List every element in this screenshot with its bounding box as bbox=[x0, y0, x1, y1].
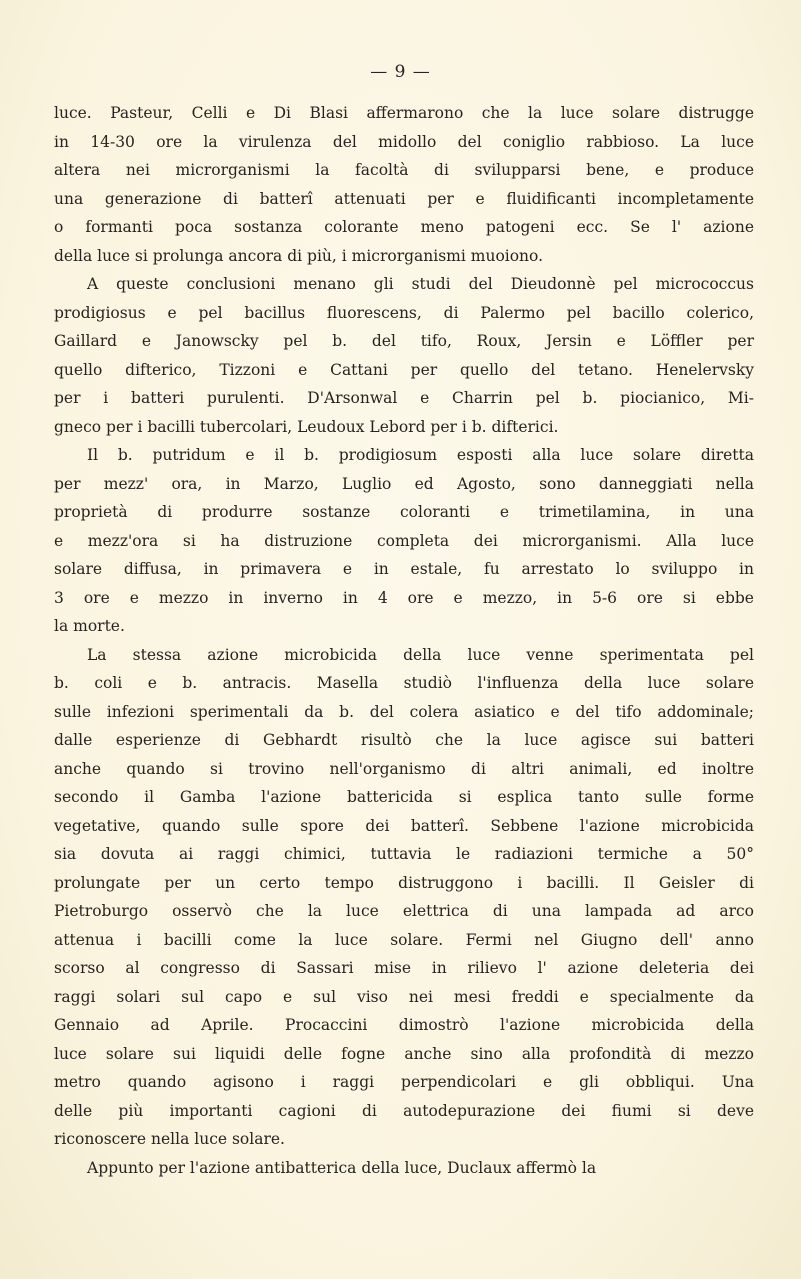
text-line: b. coli e b. antracis. Masella studiò l'influenza della luce solare bbox=[54, 674, 754, 692]
text-line: Pietroburgo osservò che la luce elettrica di una lampada ad arco bbox=[54, 902, 754, 920]
text-line: La stessa azione microbicida della luce venne sperimentata pel bbox=[87, 645, 754, 664]
text-line: attenua i bacilli come la luce solare. Fermi nel Giugno dell' anno bbox=[54, 930, 754, 949]
text-line: o formanti poca sostanza colorante meno patogeni ecc. Se l' azione bbox=[54, 218, 754, 236]
text-line: Il b. putridum e il b. prodigiosum esposti alla luce solare diretta bbox=[87, 446, 754, 464]
text-line: in 14-30 ore la virulenza del midollo del coniglio rabbioso. La luce bbox=[54, 132, 754, 151]
page-number: — 9 — bbox=[370, 62, 431, 82]
paragraph bbox=[54, 1154, 754, 1183]
text-line: dalle esperienze di Gebhardt risultò che la luce agisce sui batteri bbox=[54, 731, 754, 749]
text-line: raggi solari sul capo e sul viso nei mesi freddi e specialmente da bbox=[54, 987, 754, 1006]
text-line: luce solare sui liquidi delle fogne anche sino alla profondità di mezzo bbox=[54, 1044, 754, 1063]
text-line: anche quando si trovino nell'organismo di altri animali, ed inoltre bbox=[54, 759, 754, 778]
text-line: una generazione di batterî attenuati per e fluidificanti incompletamente bbox=[54, 189, 754, 208]
text-line: Appunto per l'azione antibatterica della luce, Duclaux affermò la bbox=[87, 1158, 597, 1177]
text-line: per i batteri purulenti. D'Arsonwal e Charrin pel b. piocianico, Mi- bbox=[54, 389, 754, 407]
paragraph bbox=[54, 270, 754, 441]
text-line: luce. Pasteur, Celli e Di Blasi affermarono che la luce solare distrugge bbox=[54, 104, 754, 122]
text-line: della luce si prolunga ancora di più, i microrganismi muoiono. bbox=[54, 246, 544, 265]
text-line: A queste conclusioni menano gli studi del Dieudonnè pel micrococcus bbox=[87, 275, 754, 293]
text-line: scorso al congresso di Sassari mise in rilievo l' azione deleteria dei bbox=[54, 959, 754, 977]
text-line: sia dovuta ai raggi chimici, tuttavia le radiazioni termiche a 50° bbox=[54, 845, 754, 863]
paragraph bbox=[54, 641, 754, 1154]
text-line: solare diffusa, in primavera e in estale, fu arrestato lo sviluppo in bbox=[54, 560, 754, 578]
text-line: proprietà di produrre sostanze coloranti e trimetilamina, in una bbox=[54, 503, 754, 521]
text-line: la morte. bbox=[54, 617, 125, 635]
text-line: Gaillard e Janowscky pel b. del tifo, Roux, Jersin e Löffler per bbox=[54, 332, 754, 350]
text-line: sulle infezioni sperimentali da b. del colera asiatico e del tifo addominale; bbox=[54, 702, 754, 721]
paragraph bbox=[54, 99, 754, 270]
text-line: metro quando agisono i raggi perpendicolari e gli obbliqui. Una bbox=[54, 1073, 754, 1091]
text-line: secondo il Gamba l'azione battericida si esplica tanto sulle forme bbox=[54, 788, 754, 806]
text-line: quello difterico, Tizzoni e Cattani per quello del tetano. Henelervsky bbox=[54, 360, 754, 379]
text-line: riconoscere nella luce solare. bbox=[54, 1130, 285, 1148]
text-line: Gennaio ad Aprile. Procaccini dimostrò l'azione microbicida della bbox=[54, 1016, 754, 1034]
text-line: gneco per i bacilli tubercolari, Leudoux Lebord per i b. difterici. bbox=[54, 417, 559, 436]
text-line: 3 ore e mezzo in inverno in 4 ore e mezzo, in 5-6 ore si ebbe bbox=[54, 588, 754, 607]
body-text bbox=[54, 99, 754, 1182]
text-line: vegetative, quando sulle spore dei batterî. Sebbene l'azione microbicida bbox=[54, 816, 754, 835]
paragraph bbox=[54, 441, 754, 641]
text-line: altera nei microrganismi la facoltà di svilupparsi bene, e produce bbox=[54, 161, 754, 179]
text-line: e mezz'ora si ha distruzione completa dei microrganismi. Alla luce bbox=[54, 531, 754, 550]
text-line: prolungate per un certo tempo distruggono i bacilli. Il Geisler di bbox=[54, 873, 754, 892]
text-line: per mezz' ora, in Marzo, Luglio ed Agosto, sono danneggiati nella bbox=[54, 474, 754, 493]
text-line: delle più importanti cagioni di autodepurazione dei fiumi si deve bbox=[54, 1101, 754, 1120]
text-line: prodigiosus e pel bacillus fluorescens, di Palermo pel bacillo colerico, bbox=[54, 303, 754, 322]
